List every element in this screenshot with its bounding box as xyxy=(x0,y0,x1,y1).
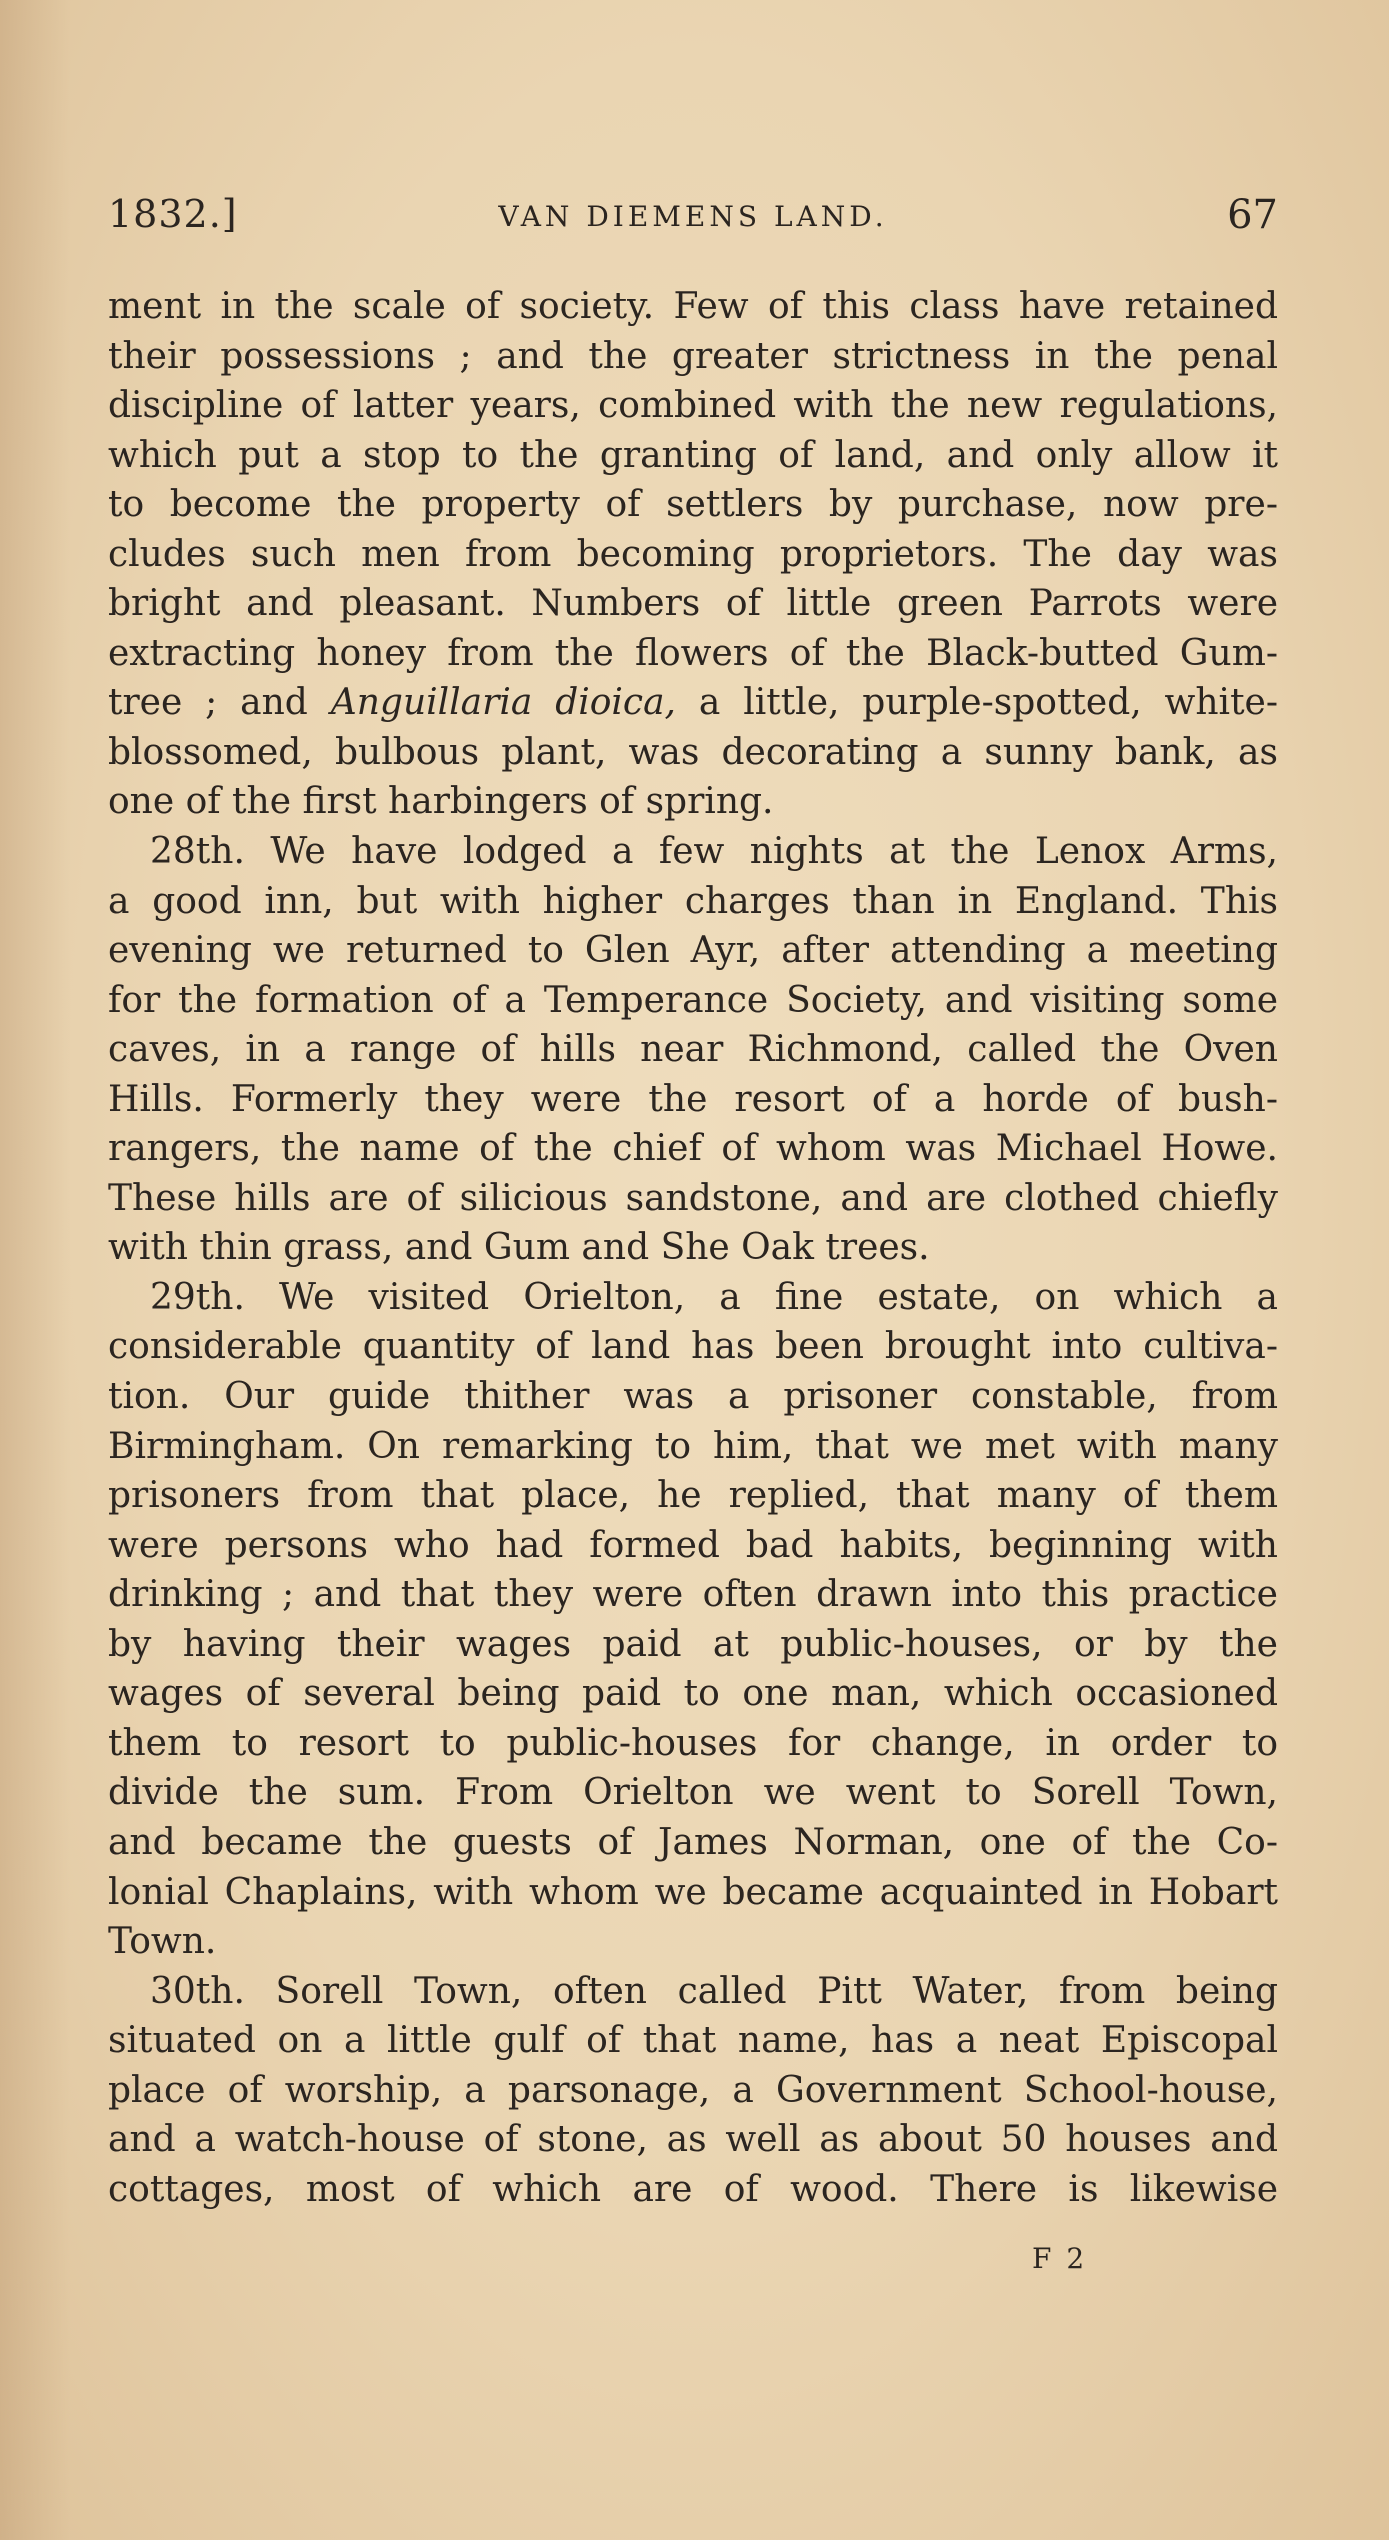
text-line: for the formation of a Temperance Society, and visiting some xyxy=(108,979,1278,1021)
text-line: and became the guests of James Norman, one of the Co- xyxy=(108,1821,1278,1863)
text-line: were persons who had formed bad habits, beginning with xyxy=(108,1524,1278,1566)
species-name: Anguillaria dioica, xyxy=(330,682,677,724)
text-line: tion. Our guide thither was a prisoner constable, from xyxy=(108,1376,1278,1418)
text-line: 29th. We visited Orielton, a fine estate, on which a xyxy=(150,1276,1278,1318)
body-text xyxy=(108,282,1278,2214)
text-line: place of worship, a parsonage, a Government School-house, xyxy=(108,2069,1278,2111)
text-line: drinking ; and that they were often drawn into this practice xyxy=(108,1574,1278,1616)
text-line: considerable quantity of land has been brought into cultiva- xyxy=(108,1326,1278,1368)
text-line: cottages, most of which are of wood. There is likewise xyxy=(108,2168,1278,2210)
page-number: 67 xyxy=(1227,192,1278,238)
text-line: lonial Chaplains, with whom we became acquainted in Hobart xyxy=(108,1871,1278,1913)
text-line: one of the first harbingers of spring. xyxy=(108,781,774,823)
text-line xyxy=(108,678,1278,728)
text-line: discipline of latter years, combined with the new regulations, xyxy=(108,385,1278,427)
text-line: blossomed, bulbous plant, was decorating a sunny bank, as xyxy=(108,731,1278,773)
text-line: 28th. We have lodged a few nights at the Lenox Arms, xyxy=(150,831,1278,873)
text-line: wages of several being paid to one man, which occasioned xyxy=(108,1673,1278,1715)
text-line: divide the sum. From Orielton we went to Sorell Town, xyxy=(108,1772,1278,1814)
text-line: ment in the scale of society. Few of this class have retained xyxy=(108,286,1278,327)
text-line: Birmingham. On remarking to him, that we met with many xyxy=(108,1425,1278,1467)
text-line: cludes such men from becoming proprietors. The day was xyxy=(108,533,1278,575)
text-line: and a watch-house of stone, as well as about 50 houses and xyxy=(108,2119,1278,2161)
text-line: situated on a little gulf of that name, has a neat Episcopal xyxy=(108,2020,1278,2062)
text-line: 30th. Sorell Town, often called Pitt Water, from being xyxy=(150,1970,1278,2012)
text-run: a little, purple-spotted, white- xyxy=(676,682,1279,724)
text-line: evening we returned to Glen Ayr, after attending a meeting xyxy=(108,930,1278,972)
text-line: These hills are of silicious sandstone, and are clothed chiefly xyxy=(108,1177,1278,1219)
signature-mark: F 2 xyxy=(1032,2242,1088,2275)
text-line: to become the property of settlers by purchase, now pre- xyxy=(108,484,1278,526)
text-line: extracting honey from the flowers of the Black-butted Gum- xyxy=(108,632,1278,674)
running-head-year: 1832.] xyxy=(108,192,238,236)
running-head-title: VAN DIEMENS LAND. xyxy=(498,200,888,233)
running-head xyxy=(108,192,1278,252)
text-line: a good inn, but with higher charges than in England. This xyxy=(108,880,1278,922)
text-line: bright and pleasant. Numbers of little green Parrots were xyxy=(108,583,1278,625)
text-line: with thin grass, and Gum and She Oak trees. xyxy=(108,1227,930,1269)
text-line: rangers, the name of the chief of whom was Michael Howe. xyxy=(108,1128,1278,1170)
text-line: them to resort to public-houses for change, in order to xyxy=(108,1722,1278,1764)
text-line: their possessions ; and the greater strictness in the penal xyxy=(108,335,1278,377)
text-line: Hills. Formerly they were the resort of a horde of bush- xyxy=(108,1078,1278,1120)
text-run: tree ; and xyxy=(108,682,331,724)
text-line: caves, in a range of hills near Richmond, called the Oven xyxy=(108,1029,1278,1071)
text-line: Town. xyxy=(108,1921,217,1963)
text-line: which put a stop to the granting of land, and only allow it xyxy=(108,434,1278,476)
text-line: prisoners from that place, he replied, that many of them xyxy=(108,1475,1278,1517)
text-line: by having their wages paid at public-houses, or by the xyxy=(108,1623,1278,1665)
